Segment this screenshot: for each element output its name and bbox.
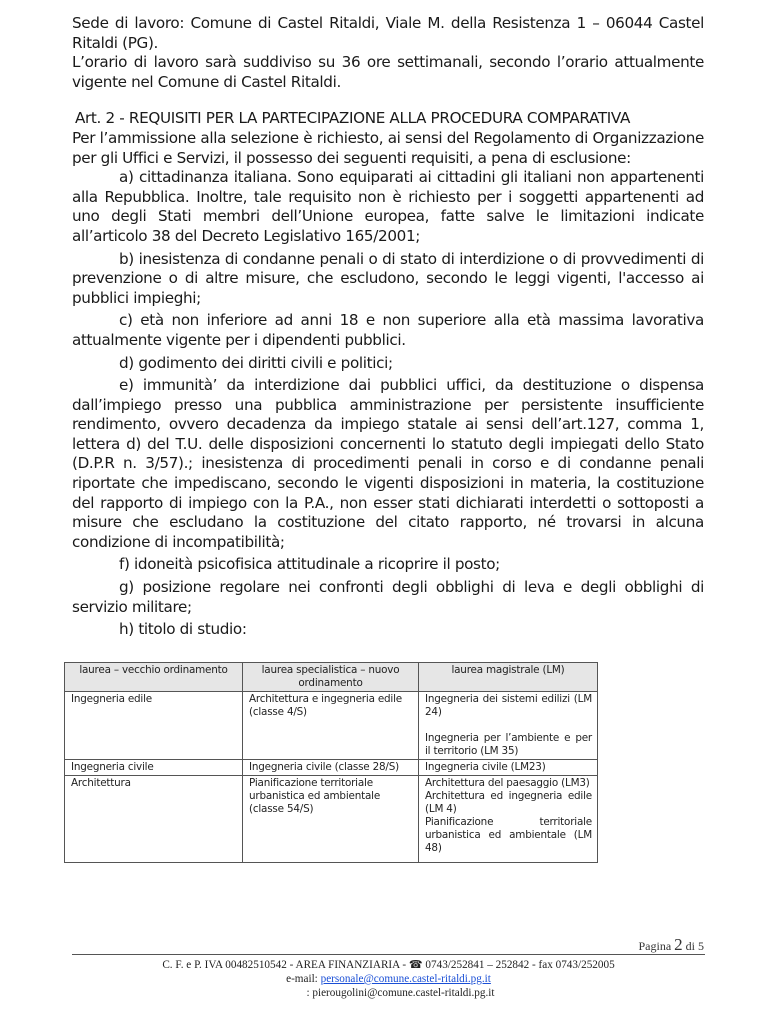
footer-tax-info: C. F. e P. IVA 00482510542 - AREA FINANZIARIA - bbox=[162, 959, 407, 971]
footer-secondary-email-line bbox=[0, 987, 777, 1000]
page-current: 2 bbox=[674, 935, 683, 954]
requirement-item-d: d) godimento dei diritti civili e politici; bbox=[119, 353, 393, 372]
cell-specialistica: Ingegneria civile (classe 28/S) bbox=[243, 760, 419, 776]
cell-specialistica: Architettura e ingegneria edile (classe 4/S) bbox=[243, 692, 419, 760]
requirement-item-a: a) cittadinanza italiana. Sono equiparati ai cittadini gli italiani non appartenenti alla Repubblica. Inoltre, tale requisito non è richiesto per i soggetti appartenenti ad uno degli Stati membri dell’Unione europea, fatte salve le limitazioni indicate all’articolo 38 del Decreto Legislativo 165/2001; bbox=[72, 168, 704, 245]
footer-contact-line bbox=[0, 959, 777, 972]
work-location-paragraph: Sede di lavoro: Comune di Castel Ritaldi, Viale M. della Resistenza 1 – 06044 Castel Ritaldi (PG). bbox=[72, 14, 704, 52]
article-lead-paragraph: Per l’ammissione alla selezione è richiesto, ai sensi del Regolamento di Organizzazione per gli Uffici e Servizi, il possesso dei seguenti requisiti, a pena di esclusione: bbox=[72, 128, 704, 167]
table-row bbox=[65, 692, 598, 760]
requirement-item-b: b) inesistenza di condanne penali o di stato di interdizione o di provvedimenti di prevenzione o di altre misure, che escludono, secondo le leggi vigenti, l'accesso ai pubblici impieghi; bbox=[72, 249, 704, 307]
work-hours-paragraph: L’orario di lavoro sarà suddiviso su 36 ore settimanali, secondo l’orario attualmente vigente nel Comune di Castel Ritaldi. bbox=[72, 53, 704, 91]
requirement-item-c: c) età non inferiore ad anni 18 e non superiore alla età massima lavorativa attualmente vigente per i dipendenti pubblici. bbox=[72, 311, 704, 349]
requirement-item-e: e) immunità’ da interdizione dai pubblici uffici, da destituzione o dispensa dall’impiego presso una pubblica amministrazione per persistente insufficiente rendimento, ovvero decadenza da impiego statale ai sensi dell’art.127, comma 1, lettera d) del T.U. delle disposizioni concernenti lo statuto degli impiegati dello Stato (D.P.R n. 3/57).; inesistenza di procedimenti penali in corso e di condanne penali riportate che impediscano, secondo le vigenti disposizioni in materia, la costituzione del rapporto di impiego con la P.A., non esser stati dichiarati interdetti o sottoposti a misure che escludano la costituzione del citato rapporto, né trovarsi in alcuna condizione di incompatibilità; bbox=[72, 376, 704, 551]
table-row bbox=[65, 776, 598, 863]
email-label: e-mail: bbox=[286, 973, 318, 985]
magistrale-entry: Ingegneria civile (LM23) bbox=[425, 761, 546, 773]
magistrale-spacer bbox=[425, 719, 592, 732]
header-laurea-magistrale: laurea magistrale (LM) bbox=[419, 663, 598, 692]
magistrale-entry: Ingegneria dei sistemi edilizi (LM 24) bbox=[425, 693, 592, 718]
footer-divider bbox=[72, 954, 705, 955]
page-separator: di bbox=[685, 939, 695, 953]
footer-phone-fax: 0743/252841 – 252842 - fax 0743/252005 bbox=[425, 959, 615, 971]
email-link-personale[interactable]: personale@comune.castel-ritaldi.pg.it bbox=[320, 973, 491, 985]
magistrale-entry: Architettura del paesaggio (LM3) bbox=[425, 777, 590, 789]
requirement-item-h: h) titolo di studio: bbox=[119, 620, 247, 639]
cell-vecchio: Architettura bbox=[65, 776, 243, 863]
magistrale-entry: Ingegneria per l’ambiente e per il territorio (LM 35) bbox=[425, 732, 592, 757]
header-laurea-specialistica: laurea specialistica – nuovo ordinamento bbox=[243, 663, 419, 692]
page-number bbox=[638, 935, 704, 955]
requirement-item-f: f) idoneità psicofisica attitudinale a ricoprire il posto; bbox=[119, 555, 500, 574]
cell-magistrale bbox=[419, 760, 598, 776]
requirement-item-g: g) posizione regolare nei confronti degli obblighi di leva e degli obblighi di servizio militare; bbox=[72, 578, 704, 616]
degree-table bbox=[64, 662, 598, 863]
table-row bbox=[65, 760, 598, 776]
cell-vecchio: Ingegneria civile bbox=[65, 760, 243, 776]
cell-magistrale bbox=[419, 692, 598, 760]
header-vecchio-ordinamento: laurea – vecchio ordinamento bbox=[65, 663, 243, 692]
footer-email-line bbox=[0, 973, 777, 986]
cell-magistrale bbox=[419, 776, 598, 863]
page-prefix: Pagina bbox=[638, 939, 672, 953]
document-body bbox=[72, 14, 704, 640]
degree-table-container bbox=[64, 662, 598, 863]
email-secondary: : pierougolini@comune.castel-ritaldi.pg.it bbox=[306, 987, 495, 999]
cell-vecchio: Ingegneria edile bbox=[65, 692, 243, 760]
table-header-row bbox=[65, 663, 598, 692]
magistrale-entry: Pianificazione territoriale urbanistica ed ambientale (LM 48) bbox=[425, 816, 592, 854]
magistrale-entry: Architettura ed ingegneria edile (LM 4) bbox=[425, 790, 592, 815]
phone-icon: ☎ bbox=[408, 959, 423, 971]
cell-specialistica: Pianificazione territoriale urbanistica ed ambientale (classe 54/S) bbox=[243, 776, 419, 863]
article-heading: Art. 2 - REQUISITI PER LA PARTECIPAZIONE ALLA PROCEDURA COMPARATIVA bbox=[75, 109, 630, 128]
page-total: 5 bbox=[698, 939, 704, 953]
